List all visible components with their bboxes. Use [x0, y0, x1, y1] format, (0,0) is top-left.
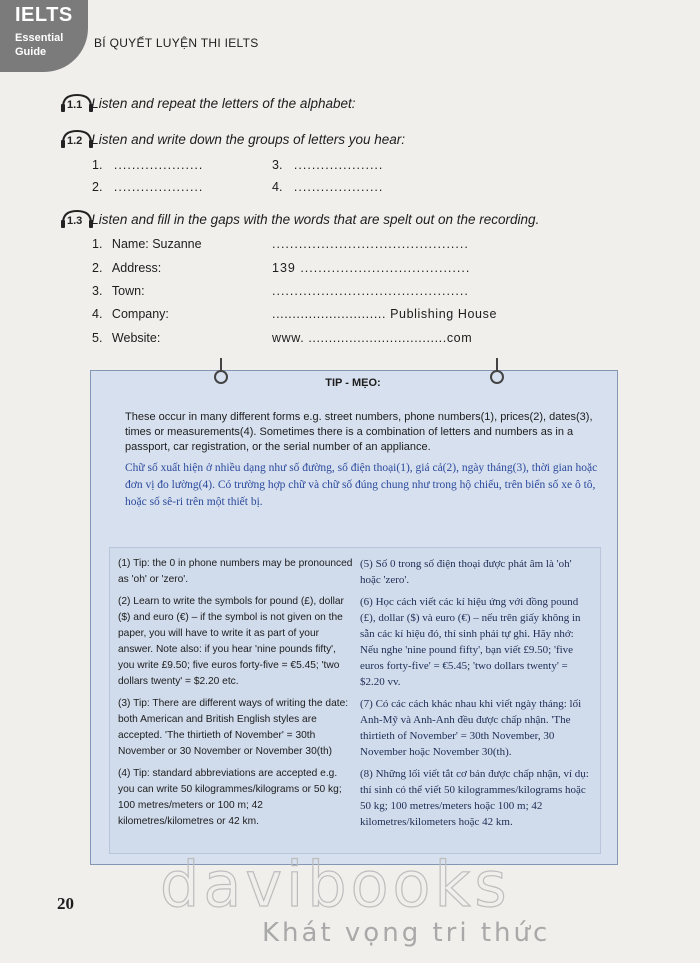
- item-number: 2.: [92, 261, 103, 275]
- exercise-1-1: [60, 92, 355, 114]
- tip-intro-english: These occur in many different forms e.g. street numbers, phone numbers(1), prices(2), dates(3), times or measurements(4). Sometimes there is a combination of letters and numbers as in a passport, car registration, or the serial number of an appliance.: [125, 411, 593, 453]
- item-number: 4.: [92, 307, 103, 321]
- exercise-instruction: Listen and repeat the letters of the alphabet:: [91, 95, 356, 111]
- answer-blank[interactable]: ....................: [293, 158, 384, 172]
- form-row: [92, 284, 145, 298]
- tip-heading: TIP - MẸO:: [325, 377, 381, 389]
- note-5: (5) Số 0 trong số điện thoại được phát âm là 'oh' hoặc 'zero'.: [360, 558, 572, 586]
- note-4: (4) Tip: standard abbreviations are accepted e.g. you can write 50 kilogrammes/kilograms or 50 kg; 100 metres/meters or 100 m; 42 kilometres/kilometres or 42 km.: [118, 768, 342, 827]
- note-8: (8) Những lối viết tắt cơ bản được chấp nhận, ví dụ: thí sinh có thể viết 50 kilogrammes/kilograms hoặc 50 kg; 100 metres/meters hoặc 100 m; 42 kilometres/kilometers hoặc 42 km.: [360, 768, 589, 828]
- form-row: [92, 307, 169, 321]
- note-2: (2) Learn to write the symbols for pound (£), dollar ($) and euro (€) – if the symbol is not given on the paper, you will have to write it as part of your answer. Note also: if you hear 'nine pounds fifty', you write £9.50; five euros forty-five = €5.45; 'two dollars twenty' = $2.20 etc.: [118, 596, 344, 687]
- note-3: (3) Tip: There are different ways of writing the date: both American and British English styles are accepted. 'The thirtieth of November' = 30th November or 30 November or November 30(th): [118, 698, 349, 757]
- watermark-tagline: Khát vọng tri thức: [262, 918, 551, 948]
- list-item: [92, 158, 203, 172]
- form-row: [92, 261, 161, 275]
- tip-intro-vietnamese: Chữ số xuất hiện ở nhiều dạng như số đường, số điện thoại(1), giá cả(2), ngày tháng(3), thời gian hoặc đơn vị đo lường(4). Có trường hợp chữ và chữ số đúng chung như trong hộ chiếu, trên biển số xe ô tô, hoặc số sê-ri trên một thiết bị.: [125, 462, 598, 508]
- answer-blank[interactable]: 139 ......................................: [272, 261, 471, 275]
- answer-blank[interactable]: ............................ Publishing House: [272, 307, 497, 321]
- form-row: [92, 237, 202, 251]
- field-label: Town:: [111, 284, 145, 298]
- field-label: Name: Suzanne: [111, 237, 202, 251]
- logo-title: IELTS: [15, 4, 73, 26]
- logo-subtitle-line2: Guide: [15, 46, 47, 58]
- field-label: Company:: [111, 307, 169, 321]
- exercise-instruction: Listen and write down the groups of letters you hear:: [91, 131, 405, 147]
- item-number: 1.: [92, 158, 103, 172]
- list-item: [92, 180, 203, 194]
- logo-subtitle: [15, 31, 63, 59]
- running-header: BÍ QUYẾT LUYỆN THI IELTS: [94, 36, 259, 50]
- track-number: 1.1: [67, 99, 83, 111]
- answer-blank[interactable]: www. ..................................com: [272, 331, 473, 345]
- item-number: 5.: [92, 331, 103, 345]
- exercise-1-3: [60, 208, 539, 230]
- item-number: 1.: [92, 237, 103, 251]
- notes-english: [118, 556, 354, 836]
- track-number: 1.2: [67, 135, 83, 147]
- answer-blank[interactable]: ....................: [293, 180, 384, 194]
- item-number: 4.: [272, 180, 283, 194]
- form-row: [92, 331, 160, 345]
- page-number: 20: [57, 894, 74, 913]
- answer-blank[interactable]: ....................: [113, 158, 204, 172]
- logo-subtitle-line1: Essential: [15, 32, 64, 44]
- item-number: 3.: [92, 284, 103, 298]
- answer-blank[interactable]: ............................................: [272, 237, 469, 251]
- note-6: (6) Học cách viết các kí hiệu ứng với đồng pound (£), dollar ($) và euro (€) – nếu trên giấy không in sẵn các kí hiệu đó, thí sinh phải tự ghi. Hãy nhớ: Nếu nghe 'nine pound fifty', bạn viết £9.50; 'five euros forty-five' = €5.45; 'two dollars twenty' = $2.20 vv.: [360, 596, 581, 688]
- watermark-logo: davibooks: [160, 848, 511, 921]
- list-item: [272, 158, 383, 172]
- exercise-1-2: [60, 128, 405, 150]
- notes-vietnamese: [360, 556, 592, 836]
- item-number: 3.: [272, 158, 283, 172]
- field-label: Address:: [111, 261, 162, 275]
- note-7: (7) Có các cách khác nhau khi viết ngày tháng: lối Anh-Mỹ và Anh-Anh đều được chấp nhận. 'The thirtieth of November' = 30th November, 30 November hoặc November 30(th).: [360, 698, 582, 758]
- track-number: 1.3: [67, 215, 83, 227]
- ielts-essential-guide-logo: [0, 0, 88, 72]
- item-number: 2.: [92, 180, 103, 194]
- field-label: Website:: [111, 331, 161, 345]
- answer-blank[interactable]: ............................................: [272, 284, 469, 298]
- answer-blank[interactable]: ....................: [113, 180, 204, 194]
- list-item: [272, 180, 383, 194]
- exercise-instruction: Listen and fill in the gaps with the words that are spelt out on the recording.: [91, 211, 540, 227]
- note-1: (1) Tip: the 0 in phone numbers may be pronounced as 'oh' or 'zero'.: [118, 558, 353, 585]
